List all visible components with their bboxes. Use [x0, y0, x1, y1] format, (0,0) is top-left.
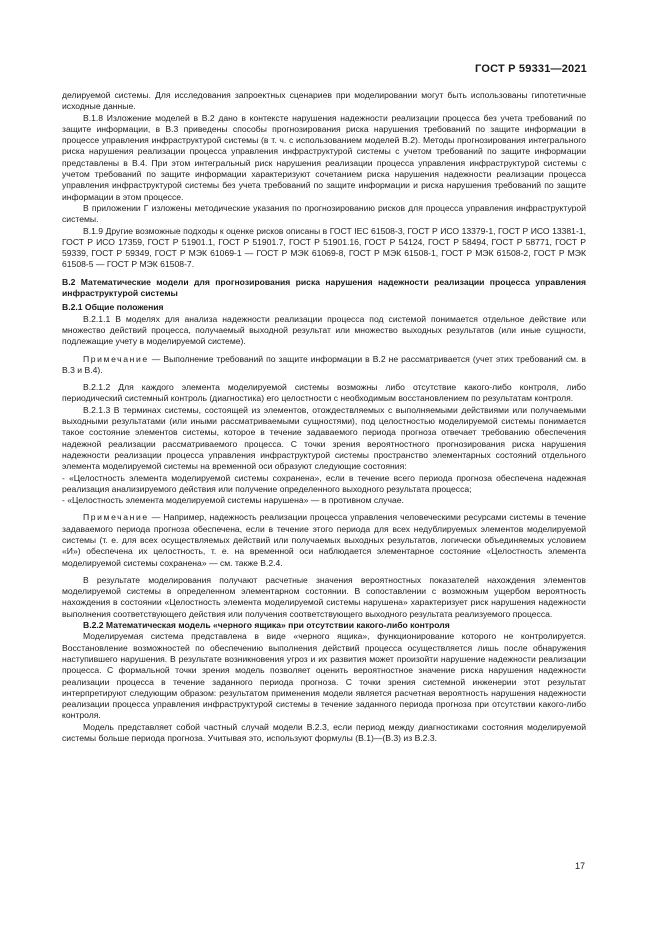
page-number: 17 [574, 861, 585, 871]
note-label: Примечание [83, 353, 149, 364]
note-label: Примечание [83, 512, 149, 523]
body-paragraph: В результате моделирования получают расчетные значения вероятностных показателей нахождения элементов моделируемой системы в определенном элементарном состоянии. В сопоставлении с возможным ущербом вероятность нахождения в состоянии «Целостность элемента моделируемой системы нарушена» характеризует риск нарушения надежности выполнения соответствующего действия или получения соответствующего выходного результата реализуемого процесса. [62, 574, 586, 619]
body-paragraph: В приложении Г изложены методические указания по прогнозированию рисков для процесса управления инфраструктурой системы. [62, 202, 586, 225]
body-paragraph: - «Целостность элемента моделируемой системы нарушена» — в противном случае. [62, 495, 404, 506]
note-text: — Например, надежность реализации процесса управления человеческими ресурсами системы в течение задаваемого периода прогноза обеспечена, если в течение этого периода для всех недублируемых элементов моделируемой системы (т. е. для всех осуществляемых действий или получаемых выходных результатов, логически объединяемых условием «И») обеспечена их целостность, т. е. на временной оси наблюдается элементарное состояние «Целостность элемента моделируемой системы сохранена» — см. также В.2.4. [62, 512, 586, 568]
note-paragraph [62, 512, 586, 568]
body-paragraph: В.2.1.1 В моделях для анализа надежности реализации процесса под системой понимается отдельное действие или множество действий процесса, получаемый выходной результат или множество выходных результатов (или иные сущности, подлежащие учету в моделируемой системе). [62, 313, 586, 347]
body-paragraph: В.1.8 Изложение моделей в В.2 дано в контексте нарушения надежности реализации процесса без учета требований по защите информации, в В.3 приведены способы прогнозирования риска нарушения требований по защите информации в процессе управления инфраструктурой системы (в т. ч. с использованием моделей В.2). Методы прогнозирования интегрального риска нарушения реализации процесса управления инфраструктурой системы с учетом требований по защите информации представлены в В.4. При этом интегральный риск нарушения реализации процесса управления инфраструктурой системы с учетом требований по защите информации характеризуют сочетанием риска нарушения надежности реализации процесса управления инфраструктурой системы без учета требований по защите информации и риска нарушения требований по защите информации в этом процессе. [62, 112, 586, 202]
section-heading: В.2.2 Математическая модель «черного ящика» при отсутствии какого-либо контроля [83, 620, 450, 631]
body-paragraph: - «Целостность элемента моделируемой системы сохранена», если в течение всего периода прогноза обеспечена надежная реализация анализируемого действия или получение определенного выходного результата процесса; [62, 472, 586, 494]
document-header: ГОСТ Р 59331—2021 [475, 63, 587, 75]
body-paragraph: Модель представляет собой частный случай модели В.2.3, если период между диагностиками состояния моделируемой системы больше периода прогноза. Учитывая это, используют формулы (В.1)—(В.3) из В.2.3. [62, 721, 586, 744]
body-paragraph: делируемой системы. Для исследования запроектных сценариев при моделировании могут быть использованы гипотетичные исходные данные. [62, 90, 586, 112]
section-heading: В.2 Математические модели для прогнозирования риска нарушения надежности реализации процесса управления инфраструктурой системы [62, 276, 586, 299]
body-paragraph: В.2.1.3 В терминах системы, состоящей из элементов, отождествляемых с выполняемыми действиями или получаемыми выходными результатами (или иными рассматриваемыми сущностями), под целостностью моделируемой системы понимается такое состояние элементов системы, которое в течение задаваемого периода прогноза отвечает требованию обеспечения надежной реализации рассматриваемого процесса. С точки зрения вероятностного прогнозирования риска нарушения надежности реализации процесса управления инфраструктурой системы пространство элементарных состояний отдельного элемента моделируемой системы на временной оси образуют следующие состояния: [62, 404, 586, 472]
document-body [62, 90, 586, 744]
body-paragraph: В.2.1.2 Для каждого элемента моделируемой системы возможны либо отсутствие какого-либо контроля, либо периодический системный контроль (диагностика) его целостности с необходимым восстановлением по результатам контроля. [62, 382, 586, 404]
note-paragraph [62, 354, 586, 377]
body-paragraph: Моделируемая система представлена в виде «черного ящика», функционирование которого не контролируется. Восстановление возможностей по обеспечению выполнения действий процесса осуществляется лишь после обнаружения наступившего нарушения. В результате возникновения угроз и их развития может произойти нарушение надежности реализации процесса. С формальной точки зрения модель позволяет оценить вероятностное значение риска нарушения надежности реализации процесса в течение заданного периода прогноза. С точки зрения системной инженерии этот результат интерпретируют следующим образом: результатом применения модели является расчетная вероятность нарушения надежности реализации процесса управления инфраструктурой системы в течение заданного периода прогноза при отсутствии какого-либо контроля. [62, 631, 586, 721]
body-paragraph: В.1.9 Другие возможные подходы к оценке рисков описаны в ГОСТ IEC 61508-3, ГОСТ Р ИСО 13379-1, ГОСТ Р ИСО 13381-1, ГОСТ Р ИСО 17359, ГОСТ Р 51901.1, ГОСТ Р 51901.7, ГОСТ Р 51901.16, ГОСТ Р 54124, ГОСТ Р 58494, ГОСТ Р 58771, ГОСТ Р 59339, ГОСТ Р 59349, ГОСТ Р МЭК 61069-1 — ГОСТ Р МЭК 61069-8, ГОСТ Р МЭК 61508-1, ГОСТ Р МЭК 61508-2, ГОСТ Р МЭК 61508-5 — ГОСТ Р МЭК 61508-7. [62, 225, 586, 270]
note-text: — Выполнение требований по защите информации в В.2 не рассматривается (учет этих требований см. в В.3 и В.4). [62, 353, 586, 375]
section-heading: В.2.1 Общие положения [62, 302, 164, 313]
